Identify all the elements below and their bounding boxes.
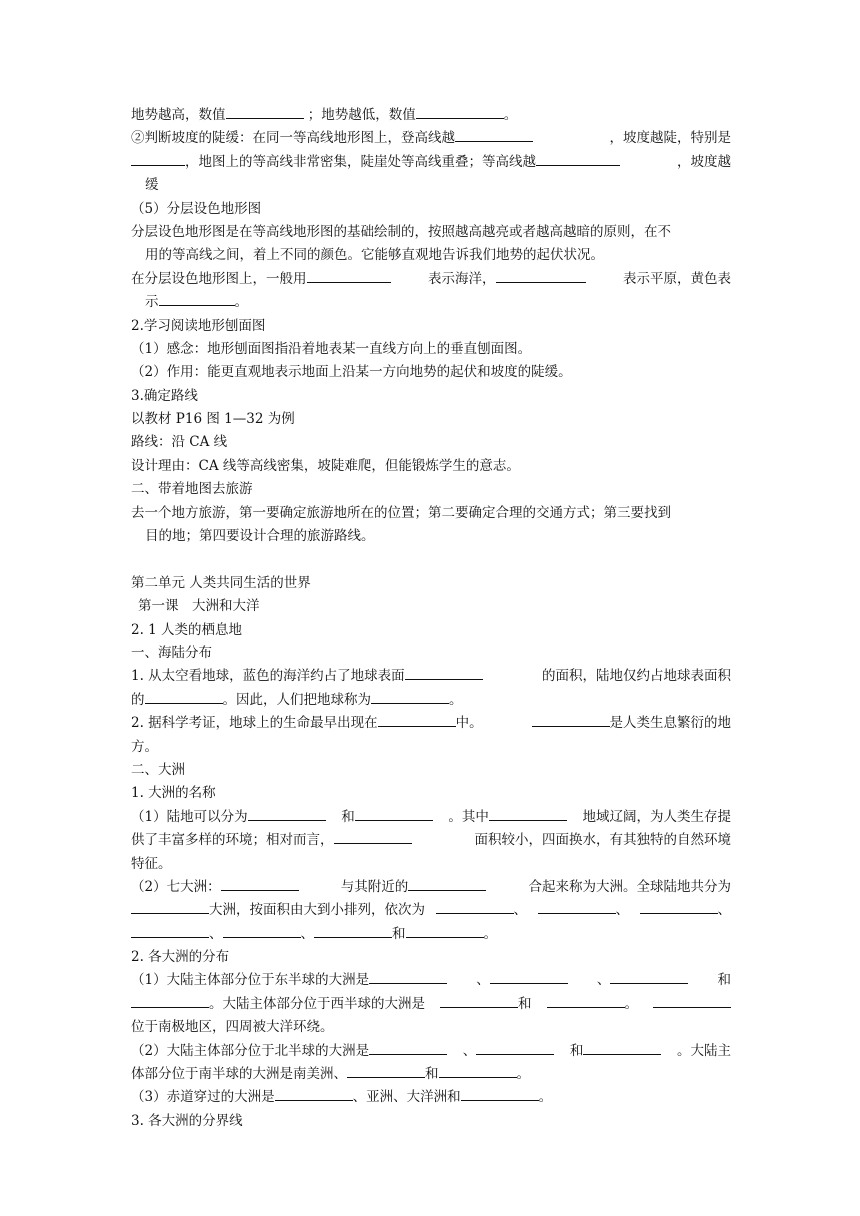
text-line: （1）陆地可以分为 和 。其中 地域辽阔，为人类生存提 <box>131 806 731 829</box>
lesson-title: 第一课 大洲和大洋 <box>138 598 260 615</box>
fill-blank[interactable] <box>131 899 209 914</box>
text-line: 用的等高线之间，着上不同的颜色。它能够直观地告诉我们地势的起伏状况。 <box>145 247 604 264</box>
fill-blank[interactable] <box>314 923 392 938</box>
fill-blank[interactable] <box>536 151 620 166</box>
fill-blank[interactable] <box>532 712 610 727</box>
fill-blank[interactable] <box>439 1063 517 1078</box>
text-line: 、 、 和 。 <box>131 923 731 946</box>
text-line: 缓 <box>145 177 159 194</box>
fill-blank[interactable] <box>223 923 301 938</box>
text-line: 设计理由：CA 线等高线密集，坡陡难爬，但能锻炼学生的意志。 <box>131 457 520 474</box>
section-heading: 3.确定路线 <box>131 387 198 404</box>
section-heading: 2. 1 人类的栖息地 <box>131 621 243 638</box>
text-line: （2）大陆主体部分位于北半球的大洲是 、 和 。大陆主 <box>131 1040 731 1063</box>
text-line: ②判断坡度的陡缓：在同一等高线地形图上，登高线越 ，坡度越陡，特别是 <box>131 127 731 150</box>
fill-blank[interactable] <box>476 1040 554 1055</box>
fill-blank[interactable] <box>538 899 616 914</box>
fill-blank[interactable] <box>640 899 718 914</box>
text-line: 大洲，按面积由大到小排列，依次为 、 、 、 <box>131 899 731 922</box>
fill-blank[interactable] <box>547 993 625 1008</box>
text-line: 路线：沿 CA 线 <box>131 434 228 451</box>
fill-blank[interactable] <box>489 806 567 821</box>
fill-blank[interactable] <box>416 104 504 119</box>
text-line: 2. 据科学考证，地球上的生命最早出现在 中。 是人类生息繁衍的地 <box>131 712 731 735</box>
fill-blank[interactable] <box>583 1040 661 1055</box>
fill-blank[interactable] <box>307 268 391 283</box>
fill-blank[interactable] <box>490 969 568 984</box>
text-line: 在分层设色地形图上，一般用 表示海洋， 表示平原，黄色表 <box>131 268 731 291</box>
fill-blank[interactable] <box>405 665 483 680</box>
unit-title: 第二单元 人类共同生活的世界 <box>131 574 311 591</box>
text-line: 。大陆主体部分位于西半球的大洲是 和 。 <box>131 993 731 1016</box>
fill-blank[interactable] <box>406 923 484 938</box>
text-line: ，地图上的等高线非常密集，陡崖处等高线重叠；等高线越 ，坡度越 <box>131 151 731 174</box>
fill-blank[interactable] <box>221 876 299 891</box>
text-line: 地势越高，数值 ；地势越低，数值 。 <box>131 104 731 127</box>
fill-blank[interactable] <box>248 806 326 821</box>
section-heading: 二、带着地图去旅游 <box>131 481 253 498</box>
fill-blank[interactable] <box>369 969 447 984</box>
section-heading: 2. 各大洲的分布 <box>131 949 230 966</box>
fill-blank[interactable] <box>496 268 586 283</box>
fill-blank[interactable] <box>347 1063 425 1078</box>
section-heading: 2.学习阅读地形刨面图 <box>131 317 266 334</box>
blank-line <box>131 548 731 571</box>
text-line: 体部分位于南半球的大洲是南美洲、 和 。 <box>131 1063 731 1086</box>
section-heading: 1. 大洲的名称 <box>131 785 216 802</box>
fill-blank[interactable] <box>275 1086 353 1101</box>
document-body <box>131 104 731 1133</box>
text-line: 特征。 <box>131 855 172 872</box>
text-line: （2）七大洲： 与其附近的 合起来称为大洲。全球陆地共分为 <box>131 876 731 899</box>
text-line: 分层设色地形图是在等高线地形图的基础绘制的，按照越高越亮或者越高越暗的原则，在不 <box>131 223 671 240</box>
fill-blank[interactable] <box>436 899 514 914</box>
fill-blank[interactable] <box>145 689 223 704</box>
fill-blank[interactable] <box>610 969 688 984</box>
fill-blank[interactable] <box>440 993 518 1008</box>
text-line: 的 。因此，人们把地球称为 。 <box>131 689 731 712</box>
section-heading: 二、大洲 <box>131 761 185 778</box>
section-heading: 一、海陆分布 <box>131 644 212 661</box>
fill-blank[interactable] <box>355 806 433 821</box>
fill-blank[interactable] <box>371 689 449 704</box>
text-line: 示 。 <box>131 291 731 314</box>
fill-blank[interactable] <box>131 923 209 938</box>
section-heading: （5）分层设色地形图 <box>131 200 262 217</box>
text-line: 位于南极地区，四周被大洋环绕。 <box>131 1019 334 1036</box>
fill-blank[interactable] <box>653 993 731 1008</box>
fill-blank[interactable] <box>408 876 486 891</box>
text-line: 去一个地方旅游，第一要确定旅游地所在的位置；第二要确定合理的交通方式；第三要找到 <box>131 504 671 521</box>
fill-blank[interactable] <box>131 151 185 166</box>
text-line: （3）赤道穿过的大洲是 、亚洲、大洋洲和 。 <box>131 1086 731 1109</box>
fill-blank[interactable] <box>334 829 412 844</box>
fill-blank[interactable] <box>131 993 209 1008</box>
section-heading: 3. 各大洲的分界线 <box>131 1112 243 1129</box>
text-line: 以教材 P16 图 1—32 为例 <box>131 411 295 428</box>
text-line: （1）感念：地形刨面图指沿着地表某一直线方向上的垂直刨面图。 <box>131 340 532 357</box>
fill-blank[interactable] <box>461 1086 539 1101</box>
fill-blank[interactable] <box>369 1040 447 1055</box>
fill-blank[interactable] <box>378 712 456 727</box>
fill-blank[interactable] <box>159 291 235 306</box>
text-line: 方。 <box>131 738 158 755</box>
text-line: 目的地；第四要设计合理的旅游路线。 <box>145 528 375 545</box>
text-line: 1. 从太空看地球，蓝色的海洋约占了地球表面 的面积，陆地仅约占地球表面积 <box>131 665 731 688</box>
text-line: 供了丰富多样的环境；相对而言， 面积较小，四面换水，有其独特的自然环境 <box>131 829 731 852</box>
text-line: （1）大陆主体部分位于东半球的大洲是 、 、 和 <box>131 969 731 992</box>
fill-blank[interactable] <box>226 104 304 119</box>
fill-blank[interactable] <box>455 127 533 142</box>
text-line: （2）作用：能更直观地表示地面上沿某一方向地势的起伏和坡度的陡缓。 <box>131 364 572 381</box>
